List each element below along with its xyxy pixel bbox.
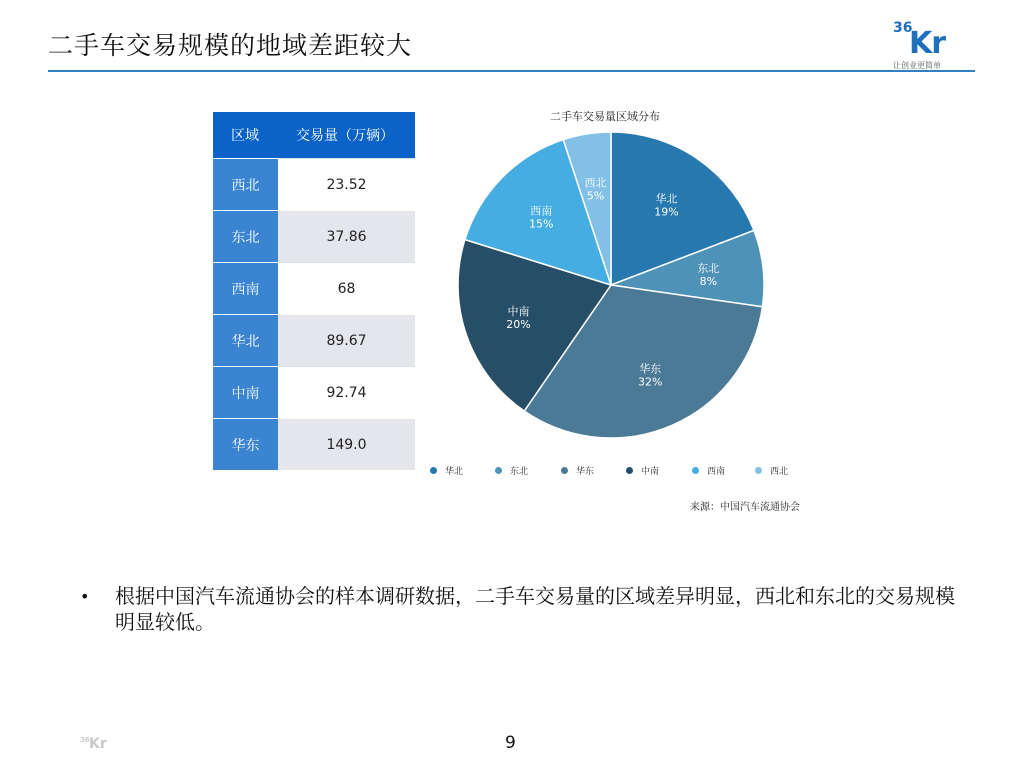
footer-logo-number: 36 xyxy=(80,736,90,744)
trade-volume-table xyxy=(213,112,415,470)
pie-label-percent: 20% xyxy=(506,318,531,332)
pie-label-name: 中南 xyxy=(507,305,530,319)
table-row xyxy=(213,159,415,211)
legend-item xyxy=(755,464,788,477)
logo-slogan: 让创业更简单 xyxy=(893,61,941,70)
pie-label-percent: 8% xyxy=(699,275,718,289)
bullet-text: 根据中国汽车流通协会的样本调研数据，二手车交易量的区域差异明显，西北和东北的交易规模明显较低。 xyxy=(115,584,955,634)
legend-marker xyxy=(692,467,699,474)
pie-label-name: 华北 xyxy=(655,192,678,206)
region-cell: 西北 xyxy=(213,159,278,211)
header-volume: 交易量（万辆） xyxy=(278,112,415,159)
volume-cell: 89.67 xyxy=(278,315,415,367)
legend-marker xyxy=(626,467,633,474)
footer-logo-letters: Kr xyxy=(89,736,107,752)
slide-title: 二手车交易规模的地域差距较大 xyxy=(48,31,413,60)
table-row xyxy=(213,315,415,367)
title-divider xyxy=(48,70,975,72)
legend-label: 西南 xyxy=(707,467,726,477)
region-cell: 华北 xyxy=(213,315,278,367)
table-row xyxy=(213,263,415,315)
volume-cell: 149.0 xyxy=(278,419,415,471)
pie-label-name: 西南 xyxy=(530,204,553,218)
legend-item xyxy=(430,464,463,477)
table-row xyxy=(213,419,415,471)
legend-label: 东北 xyxy=(510,467,529,477)
pie-chart xyxy=(452,126,770,444)
table-row xyxy=(213,211,415,263)
region-cell: 华东 xyxy=(213,419,278,471)
brand-logo xyxy=(893,20,953,68)
volume-cell: 68 xyxy=(278,263,415,315)
page-number: 9 xyxy=(505,733,516,753)
region-cell: 中南 xyxy=(213,367,278,419)
table-row xyxy=(213,367,415,419)
bullet-marker: • xyxy=(80,587,90,606)
legend-marker xyxy=(495,467,502,474)
chart-title: 二手车交易量区域分布 xyxy=(550,110,660,123)
legend-label: 华北 xyxy=(445,467,464,477)
volume-cell: 23.52 xyxy=(278,159,415,211)
pie-label-percent: 19% xyxy=(654,205,679,219)
logo-number: 36 xyxy=(893,20,913,36)
legend-label: 华东 xyxy=(576,467,595,477)
table-header-row xyxy=(213,112,415,159)
region-cell: 西南 xyxy=(213,263,278,315)
legend-label: 西北 xyxy=(770,467,789,477)
volume-cell: 92.74 xyxy=(278,367,415,419)
legend-marker xyxy=(561,467,568,474)
legend-item xyxy=(626,464,659,477)
legend-label: 中南 xyxy=(641,467,660,477)
legend-marker xyxy=(755,467,762,474)
logo-letters: Kr xyxy=(909,26,946,61)
pie-label-name: 东北 xyxy=(697,262,720,276)
legend-item xyxy=(692,464,725,477)
volume-cell: 37.86 xyxy=(278,211,415,263)
region-cell: 东北 xyxy=(213,211,278,263)
pie-label-percent: 5% xyxy=(586,189,605,203)
legend-marker xyxy=(430,467,437,474)
legend-item xyxy=(561,464,594,477)
source-note: 来源：中国汽车流通协会 xyxy=(690,502,800,513)
pie-label-name: 西北 xyxy=(584,176,607,190)
pie-label-percent: 15% xyxy=(528,217,554,231)
pie-label-name: 华东 xyxy=(639,362,662,376)
chart-legend xyxy=(430,464,830,478)
pie-label-percent: 32% xyxy=(638,375,663,389)
legend-item xyxy=(495,464,528,477)
header-region: 区域 xyxy=(213,112,278,159)
